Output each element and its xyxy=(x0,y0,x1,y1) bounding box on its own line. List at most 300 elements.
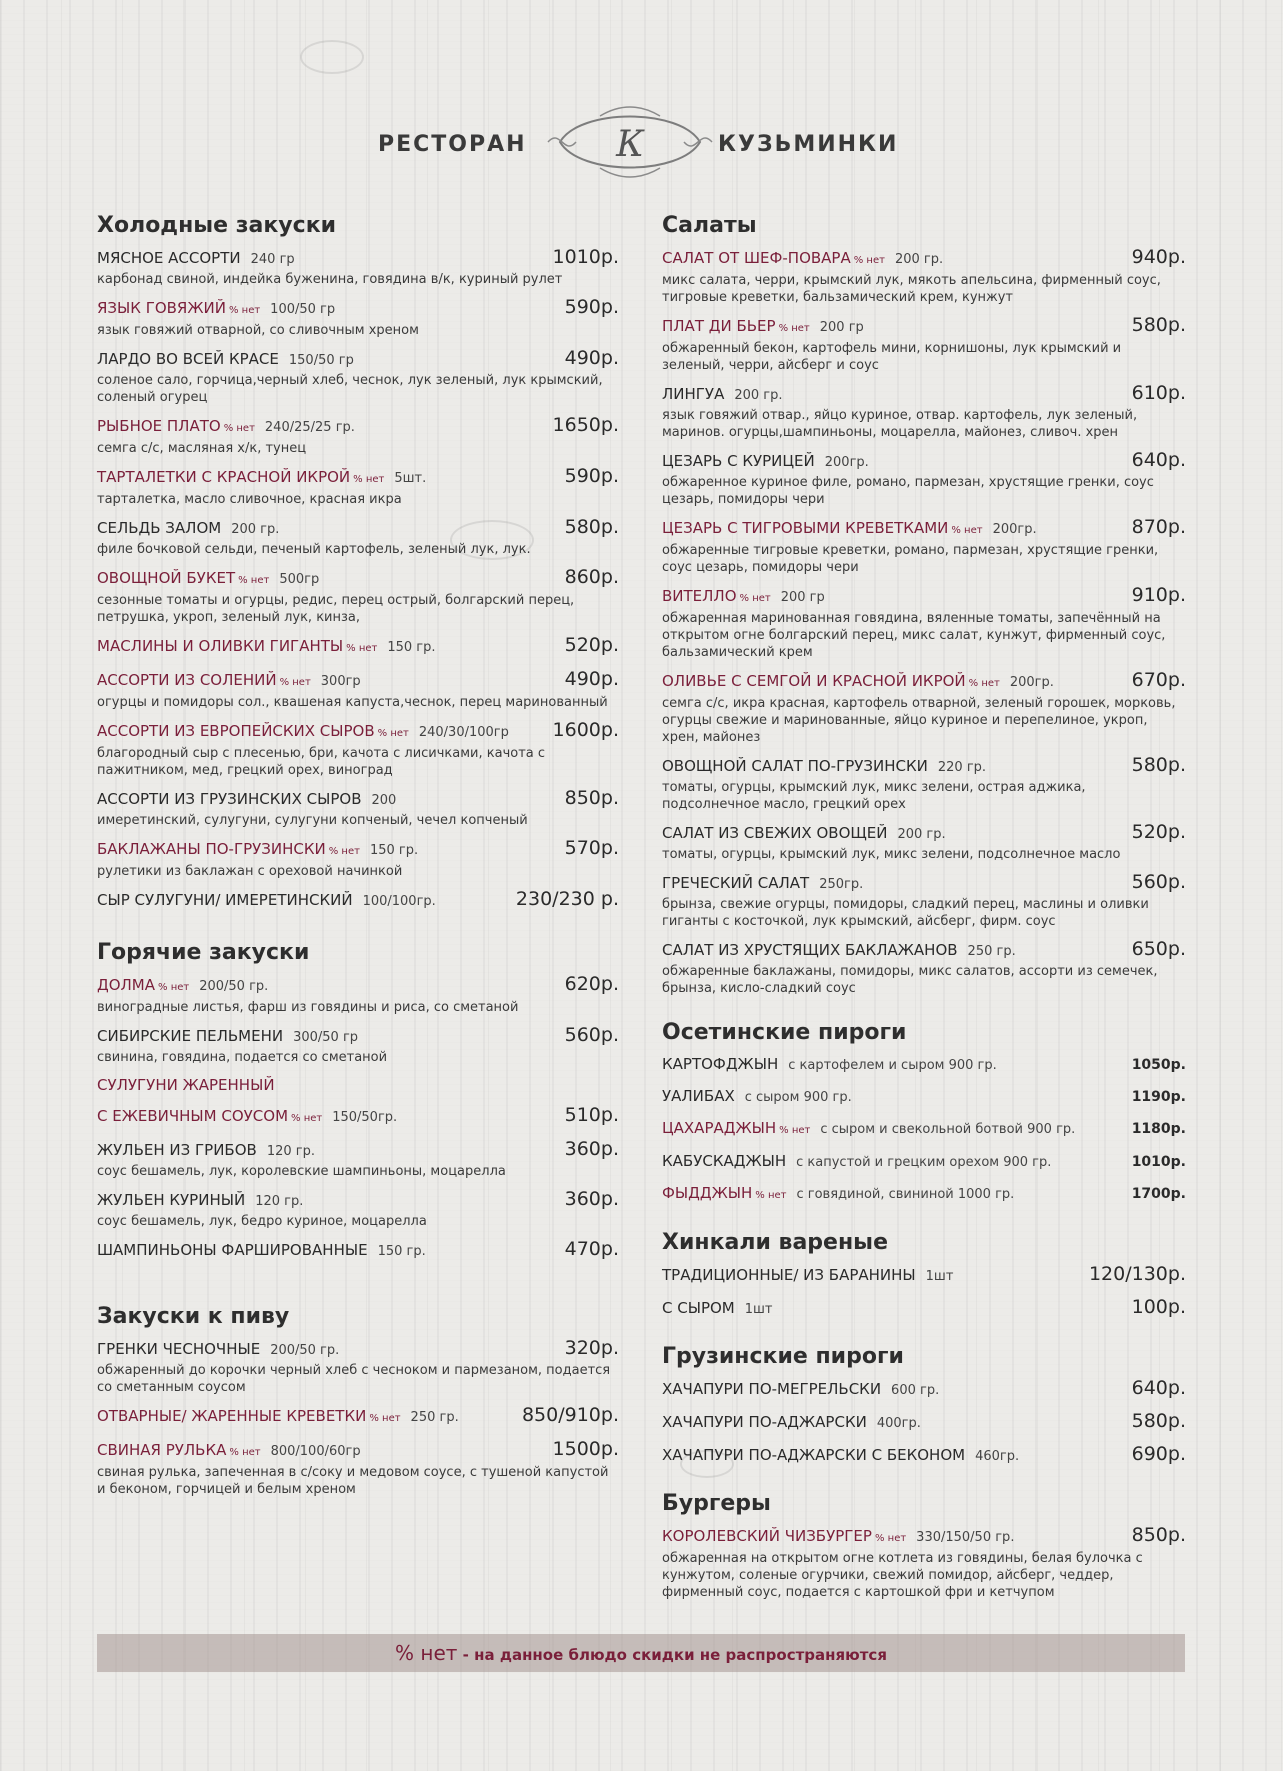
dish-description: микс салата, черри, крымский лук, мякоть апельсина, фирменный соус, тигровые креветки, бальзамический крем, кунжут xyxy=(662,273,1161,305)
dish-price: 580р. xyxy=(564,516,619,538)
menu-item-row xyxy=(97,1104,619,1130)
menu-item xyxy=(662,1053,1186,1077)
section-khinkali xyxy=(662,1229,1186,1343)
header-left-word: РЕСТОРАН xyxy=(378,132,527,157)
dish-name: КАБУСКАДЖЫН xyxy=(662,1152,787,1170)
dish-price: 560р. xyxy=(1131,871,1186,893)
dish-price: 520р. xyxy=(1131,821,1186,843)
no-discount-tag: % нет xyxy=(377,728,409,739)
menu-item xyxy=(97,1404,619,1430)
menu-item xyxy=(662,1443,1186,1468)
dish-name: ГРЕНКИ ЧЕСНОЧНЫЕ xyxy=(97,1340,261,1358)
menu-item-row xyxy=(662,1524,1186,1550)
dish-description: рулетики из баклажан с ореховой начинкой xyxy=(97,864,403,879)
dish-description: имеретинский, сулугуни, сулугуни копченый, чечел копченый xyxy=(97,813,528,828)
footer-text-a: - на данное блюдо xyxy=(457,1646,633,1664)
dish-weight: 200 гр xyxy=(819,320,864,335)
section-title: Горячие закуски xyxy=(97,940,310,965)
dish-price: 640р. xyxy=(1131,449,1186,471)
dish-name: БАКЛАЖАНЫ ПО-ГРУЗИНСКИ xyxy=(97,840,326,858)
menu-item xyxy=(662,1150,1186,1174)
menu-item xyxy=(97,296,619,339)
menu-item xyxy=(97,634,619,660)
dish-description: язык говяжий отварной, со сливочным хреном xyxy=(97,323,419,338)
dish-weight: с сыром 900 гр. xyxy=(744,1090,852,1105)
menu-item xyxy=(97,566,619,626)
section-salads xyxy=(662,212,1186,1019)
section-burgers xyxy=(662,1490,1186,1623)
dish-name: ОВОЩНОЙ САЛАТ ПО-ГРУЗИНСКИ xyxy=(662,757,928,775)
dish-name: ЦЕЗАРЬ С ТИГРОВЫМИ КРЕВЕТКАМИ xyxy=(662,519,949,537)
menu-item-row xyxy=(97,1188,619,1213)
menu-item xyxy=(97,465,619,508)
dish-weight: 150 гр. xyxy=(387,640,436,655)
menu-item-row xyxy=(662,1117,1186,1142)
menu-item-row xyxy=(97,1074,619,1096)
dish-price: 870р. xyxy=(1131,516,1186,538)
dish-weight: 250 гр. xyxy=(967,944,1016,959)
menu-item-row xyxy=(662,314,1186,340)
dish-price: 610р. xyxy=(1131,382,1186,404)
dish-price: 1190р. xyxy=(1131,1089,1186,1105)
menu-item-row xyxy=(97,837,619,863)
dish-description: обжаренный до корочки черный хлеб с чесноком и пармезаном, подается со сметанным соусом xyxy=(97,1363,611,1395)
menu-item-row xyxy=(97,1337,619,1362)
dish-price: 1010р. xyxy=(1131,1154,1186,1170)
menu-item xyxy=(662,754,1186,813)
dish-price: 100р. xyxy=(1131,1296,1186,1318)
menu-item xyxy=(97,787,619,829)
dish-name: ОЛИВЬЕ С СЕМГОЙ И КРАСНОЙ ИКРОЙ xyxy=(662,672,966,690)
dish-description: огурцы и помидоры сол., квашеная капуста,чеснок, перец маринованный xyxy=(97,695,608,710)
menu-item-row xyxy=(662,669,1186,695)
dish-weight: 1шт xyxy=(925,1269,954,1284)
dish-price: 490р. xyxy=(564,347,619,369)
menu-item xyxy=(97,347,619,406)
dish-name: ГРЕЧЕСКИЙ САЛАТ xyxy=(662,874,810,892)
section-gap xyxy=(97,1506,619,1520)
menu-item xyxy=(662,1377,1186,1402)
dish-description: семга с/с, масляная х/к, тунец xyxy=(97,441,307,456)
dish-price: 590р. xyxy=(564,465,619,487)
no-discount-tag: % нет xyxy=(291,1113,323,1124)
dish-weight: с говядиной, свининой 1000 гр. xyxy=(796,1187,1015,1202)
dish-name: САЛАТ ОТ ШЕФ-ПОВАРА xyxy=(662,249,851,267)
menu-item-row xyxy=(97,668,619,694)
discount-footer xyxy=(97,1634,1185,1672)
dish-name: ТРАДИЦИОННЫЕ/ ИЗ БАРАНИНЫ xyxy=(662,1266,916,1284)
section-ossetian xyxy=(662,1019,1186,1229)
menu-item-row xyxy=(662,754,1186,779)
dish-price: 1050р. xyxy=(1131,1057,1186,1073)
section-hot xyxy=(97,939,619,1285)
restaurant-header xyxy=(0,98,1283,188)
menu-item xyxy=(97,888,619,913)
menu-item-row xyxy=(97,465,619,491)
menu-item xyxy=(97,246,619,288)
dish-description: семга с/с, икра красная, картофель отварной, зеленый горошек, морковь, огурцы свежие и маринованные, яйцо куриное и перепелиное, укроп, хрен, майонез xyxy=(662,696,1176,745)
no-discount-tag: % нет xyxy=(853,255,885,266)
dish-weight: 200гр. xyxy=(992,522,1037,537)
section-gap xyxy=(662,1005,1186,1019)
menu-item-row xyxy=(97,347,619,372)
menu-item-row xyxy=(662,1182,1186,1207)
dish-description: томаты, огурцы, крымский лук, микс зелени, острая аджика, подсолнечное масло, грецкий орех xyxy=(662,780,1086,812)
dish-name: ЛИНГУА xyxy=(662,385,725,403)
menu-item xyxy=(97,1104,619,1130)
dish-price: 520р. xyxy=(564,634,619,656)
right-column xyxy=(662,212,1186,1623)
left-column xyxy=(97,212,619,1520)
menu-item xyxy=(662,584,1186,661)
section-gap xyxy=(662,1476,1186,1490)
dish-description: обжаренные тигровые креветки, романо, пармезан, хрустящие гренки, соус цезарь, помидоры чери xyxy=(662,543,1159,575)
menu-item xyxy=(662,1263,1186,1288)
dish-description: обжаренная на открытом огне котлета из говядины, белая булочка с кунжутом, соленые огурчики, свежий помидор, айсберг, чеддер, фирменный соус, подается с картошкой фри и кетчупом xyxy=(662,1551,1143,1600)
section-cold xyxy=(97,212,619,935)
menu-item xyxy=(662,449,1186,508)
wood-knot xyxy=(300,40,364,74)
menu-item-row xyxy=(97,787,619,812)
dish-name: ФЫДДЖЫН xyxy=(662,1184,753,1202)
dish-weight: 150 гр. xyxy=(369,843,419,858)
dish-price: 590р. xyxy=(564,296,619,318)
dish-price: 940р. xyxy=(1131,246,1186,268)
section-gap xyxy=(662,1609,1186,1623)
dish-price: 1500р. xyxy=(552,1438,619,1460)
menu-item xyxy=(662,938,1186,997)
dish-name: САЛАТ ИЗ СВЕЖИХ ОВОЩЕЙ xyxy=(662,824,888,842)
dish-weight: 250гр. xyxy=(819,877,864,892)
no-discount-tag: % нет xyxy=(739,593,771,604)
dish-name: ОВОЩНОЙ БУКЕТ xyxy=(97,569,236,587)
dish-weight: 120 гр. xyxy=(266,1144,315,1159)
section-beer xyxy=(97,1303,619,1520)
menu-item-row xyxy=(662,449,1186,474)
logo-letter: К xyxy=(616,124,644,165)
dish-price: 850р. xyxy=(1131,1524,1186,1546)
dish-name: ВИТЕЛЛО xyxy=(662,587,737,605)
menu-item-row xyxy=(662,1085,1186,1109)
menu-item xyxy=(662,1182,1186,1207)
dish-description: филе бочковой сельди, печеный картофель, зеленый лук, лук. xyxy=(97,542,531,557)
section-title: Холодные закуски xyxy=(97,213,337,238)
menu-item xyxy=(97,1024,619,1066)
menu-item xyxy=(97,1337,619,1396)
dish-description: тарталетка, масло сливочное, красная икра xyxy=(97,492,402,507)
dish-name: ДОЛМА xyxy=(97,976,156,994)
menu-item xyxy=(97,1188,619,1230)
dish-name: АССОРТИ ИЗ ГРУЗИНСКИХ СЫРОВ xyxy=(97,790,362,808)
no-discount-tag: % нет xyxy=(369,1413,401,1424)
dish-weight: 300/50 гр xyxy=(293,1030,359,1045)
dish-name: ЖУЛЬЕН ИЗ ГРИБОВ xyxy=(97,1141,257,1159)
dish-description: брынза, свежие огурцы, помидоры, сладкий перец, маслины и оливки гиганты с косточкой, лук крымский, айсберг, фирм. соус xyxy=(662,897,1149,929)
menu-item-row xyxy=(662,382,1186,407)
menu-item xyxy=(662,1410,1186,1435)
dish-name: ШАМПИНЬОНЫ ФАРШИРОВАННЫЕ xyxy=(97,1241,368,1259)
dish-name: ЦАХАРАДЖЫН xyxy=(662,1119,777,1137)
menu-item-row xyxy=(97,973,619,999)
dish-weight: 200/50 гр. xyxy=(199,979,269,994)
menu-item-row xyxy=(97,414,619,440)
menu-item-row xyxy=(97,888,619,913)
dish-name: АССОРТИ ИЗ СОЛЕНИЙ xyxy=(97,671,277,689)
dish-weight: 220 гр. xyxy=(937,760,987,775)
menu-item-row xyxy=(97,1404,619,1430)
dish-price: 860р. xyxy=(564,566,619,588)
menu-item-row xyxy=(662,1150,1186,1174)
dish-weight: 1шт xyxy=(744,1302,773,1317)
menu-item-row xyxy=(662,871,1186,896)
section-title: Грузинские пироги xyxy=(662,1344,904,1369)
dish-price: 560р. xyxy=(564,1024,619,1046)
dish-description: обжаренная маринованная говядина, вяленные томаты, запечённый на открытом огне болгарский перец, микс салат, кунжут, фирменный соус, бальзамический крем xyxy=(662,611,1166,660)
dish-weight: 250 гр. xyxy=(410,1410,459,1425)
dish-description: карбонад свиной, индейка буженина, говядина в/к, куриный рулет xyxy=(97,272,563,287)
dish-name: АССОРТИ ИЗ ЕВРОПЕЙСКИХ СЫРОВ xyxy=(97,722,375,740)
dish-name: УАЛИБАХ xyxy=(662,1087,735,1105)
header-right-word: КУЗЬМИНКИ xyxy=(718,132,899,157)
dish-weight: с картофелем и сыром 900 гр. xyxy=(788,1058,997,1073)
no-discount-tag: % нет xyxy=(238,575,270,586)
dish-weight: 500гр xyxy=(279,572,320,587)
menu-item xyxy=(97,1074,619,1096)
no-discount-tag: % нет xyxy=(353,474,385,485)
no-discount-tag: % нет xyxy=(279,677,311,688)
dish-price: 640р. xyxy=(1131,1377,1186,1399)
dish-weight: 800/100/60гр xyxy=(270,1444,361,1459)
menu-item xyxy=(97,837,619,880)
dish-weight: 200 гр. xyxy=(231,522,280,537)
dish-weight: 200 xyxy=(371,793,397,808)
dish-name: КОРОЛЕВСКИЙ ЧИЗБУРГЕР xyxy=(662,1527,872,1545)
no-discount-tag: % нет xyxy=(346,643,378,654)
dish-price: 1010р. xyxy=(552,246,619,268)
dish-price: 580р. xyxy=(1131,754,1186,776)
menu-item-row xyxy=(97,1438,619,1464)
menu-item xyxy=(97,1438,619,1498)
dish-price: 360р. xyxy=(564,1188,619,1210)
menu-item xyxy=(662,246,1186,306)
menu-item xyxy=(97,1238,619,1263)
menu-item-row xyxy=(662,246,1186,272)
dish-price: 320р. xyxy=(564,1337,619,1359)
menu-item xyxy=(662,1296,1186,1321)
dish-name: ХАЧАПУРИ ПО-МЕГРЕЛЬСКИ xyxy=(662,1380,882,1398)
menu-item-row xyxy=(662,938,1186,963)
section-title: Осетинские пироги xyxy=(662,1020,907,1045)
dish-description: обжаренное куриное филе, романо, пармезан, хрустящие гренки, соус цезарь, помидоры чери xyxy=(662,475,1154,507)
dish-weight: 460гр. xyxy=(975,1449,1020,1464)
dish-weight: 600 гр. xyxy=(891,1383,940,1398)
dish-price: 580р. xyxy=(1131,1410,1186,1432)
dish-weight: с сыром и свекольной ботвой 900 гр. xyxy=(820,1122,1076,1137)
dish-name: РЫБНОЕ ПЛАТО xyxy=(97,417,221,435)
no-discount-tag: % нет xyxy=(968,678,1000,689)
restaurant-logo xyxy=(540,98,720,186)
dish-description: благородный сыр с плесенью, бри, качота с лисичками, качота с пажитником, мед, грецкий орех, виноград xyxy=(97,746,546,778)
dish-price: 1180р. xyxy=(1131,1121,1186,1137)
dish-weight: 200гр. xyxy=(1009,675,1054,690)
dish-weight: 200/50 гр. xyxy=(270,1343,340,1358)
dish-name: МАСЛИНЫ И ОЛИВКИ ГИГАНТЫ xyxy=(97,637,344,655)
dish-weight: 240/30/100гр xyxy=(418,725,509,740)
no-discount-tag: % нет xyxy=(328,846,360,857)
menu-item-row xyxy=(97,634,619,660)
dish-price: 470р. xyxy=(564,1238,619,1260)
no-discount-tag: % нет xyxy=(229,1447,261,1458)
dish-name: МЯСНОЕ АССОРТИ xyxy=(97,249,241,267)
dish-weight: 330/150/50 гр. xyxy=(916,1530,1015,1545)
menu-item-row xyxy=(97,246,619,271)
menu-item xyxy=(662,382,1186,441)
menu-item-row xyxy=(97,566,619,592)
no-discount-tag: % нет xyxy=(228,305,261,316)
section-georgian xyxy=(662,1343,1186,1490)
menu-item xyxy=(97,719,619,779)
dish-price: 510р. xyxy=(564,1104,619,1126)
dish-price: 1650р. xyxy=(552,414,619,436)
dish-weight: 150/50гр. xyxy=(332,1110,398,1125)
footer-mark: % нет xyxy=(395,1641,458,1665)
menu-item-row xyxy=(662,1296,1186,1321)
menu-item-row xyxy=(662,1410,1186,1435)
menu-item-row xyxy=(662,1443,1186,1468)
dish-name: ТАРТАЛЕТКИ С КРАСНОЙ ИКРОЙ xyxy=(97,468,351,486)
menu-item-row xyxy=(97,1024,619,1049)
section-gap xyxy=(662,1215,1186,1229)
dish-name: СУЛУГУНИ ЖАРЕННЫЙ xyxy=(97,1076,275,1094)
menu-item xyxy=(662,314,1186,374)
dish-weight: 200гр. xyxy=(824,455,869,470)
section-gap xyxy=(662,1329,1186,1343)
section-gap xyxy=(97,1271,619,1285)
menu-item xyxy=(662,669,1186,746)
dish-name: СЕЛЬДЬ ЗАЛОМ xyxy=(97,519,222,537)
footer-text-b: скидки не распространяются xyxy=(632,1646,887,1664)
dish-price: 620р. xyxy=(564,973,619,995)
dish-price: 1600р. xyxy=(552,719,619,741)
dish-price: 690р. xyxy=(1131,1443,1186,1465)
dish-description: соус бешамель, лук, бедро куриное, моцарелла xyxy=(97,1214,427,1229)
dish-name: С СЫРОМ xyxy=(662,1299,735,1317)
dish-weight: с капустой и грецким орехом 900 гр. xyxy=(796,1155,1052,1170)
menu-item xyxy=(662,871,1186,930)
menu-item xyxy=(662,1524,1186,1601)
menu-item xyxy=(662,516,1186,576)
dish-name: ЖУЛЬЕН КУРИНЫЙ xyxy=(97,1191,246,1209)
no-discount-tag: % нет xyxy=(951,525,983,536)
dish-name: ПЛАТ ДИ БЬЕР xyxy=(662,317,776,335)
dish-name: ЯЗЫК ГОВЯЖИЙ xyxy=(97,299,226,317)
menu-item-row xyxy=(97,516,619,541)
dish-weight: 240 гр xyxy=(250,252,295,267)
dish-weight: 400гр. xyxy=(876,1416,921,1431)
dish-name: САЛАТ ИЗ ХРУСТЯЩИХ БАКЛАЖАНОВ xyxy=(662,941,958,959)
dish-price: 670р. xyxy=(1131,669,1186,691)
dish-weight: 300гр xyxy=(320,674,361,689)
dish-price: 910р. xyxy=(1131,584,1186,606)
section-gap xyxy=(97,921,619,935)
dish-description: обжаренный бекон, картофель мини, корнишоны, лук крымский и зеленый, черри, айсберг и соус xyxy=(662,341,1122,373)
dish-description: обжаренные баклажаны, помидоры, микс салатов, ассорти из семечек, брынза, кисло-сладкий соус xyxy=(662,964,1158,996)
dish-weight: 5шт. xyxy=(394,471,427,486)
menu-item-row xyxy=(662,584,1186,610)
dish-price: 850/910р. xyxy=(521,1404,619,1426)
dish-weight: 120 гр. xyxy=(255,1194,304,1209)
dish-price: 580р. xyxy=(1131,314,1186,336)
no-discount-tag: % нет xyxy=(779,1125,811,1136)
menu-item xyxy=(97,668,619,711)
menu-item-row xyxy=(662,1263,1186,1288)
dish-name: ХАЧАПУРИ ПО-АДЖАРСКИ С БЕКОНОМ xyxy=(662,1446,966,1464)
dish-description: томаты, огурцы, крымский лук, микс зелени, подсолнечное масло xyxy=(662,847,1121,862)
menu-item xyxy=(662,1085,1186,1109)
menu-item xyxy=(97,973,619,1016)
dish-weight: 150/50 гр xyxy=(288,353,354,368)
menu-item-row xyxy=(662,516,1186,542)
dish-price: 1700р. xyxy=(1131,1186,1186,1202)
section-title: Закуски к пиву xyxy=(97,1304,290,1329)
dish-weight: 150 гр. xyxy=(377,1244,426,1259)
menu-item xyxy=(662,821,1186,863)
dish-weight: 200 гр. xyxy=(734,388,783,403)
dish-weight: 100/50 гр xyxy=(270,302,336,317)
section-title: Салаты xyxy=(662,213,757,238)
section-title: Хинкали вареные xyxy=(662,1230,888,1255)
dish-weight: 200 гр. xyxy=(897,827,946,842)
dish-price: 360р. xyxy=(564,1138,619,1160)
dish-description: свиная рулька, запеченная в с/соку и медовом соусе, с тушеной капустой и беконом, горчицей и белым хреном xyxy=(97,1465,609,1497)
dish-name: ЦЕЗАРЬ С КУРИЦЕЙ xyxy=(662,452,815,470)
dish-name: КАРТОФДЖЫН xyxy=(662,1055,779,1073)
menu-item xyxy=(662,1117,1186,1142)
dish-name: ЛАРДО ВО ВСЕЙ КРАСЕ xyxy=(97,350,279,368)
dish-description: сезонные томаты и огурцы, редис, перец острый, болгарский перец, петрушка, укроп, зеленый лук, кинза, xyxy=(97,593,575,625)
dish-name: ХАЧАПУРИ ПО-АДЖАРСКИ xyxy=(662,1413,867,1431)
menu-item-row xyxy=(662,1053,1186,1077)
dish-price: 850р. xyxy=(564,787,619,809)
dish-description: свинина, говядина, подается со сметаной xyxy=(97,1050,388,1065)
dish-price: 120/130р. xyxy=(1088,1263,1186,1285)
dish-price: 570р. xyxy=(564,837,619,859)
menu-item-row xyxy=(97,1238,619,1263)
menu-item-row xyxy=(662,1377,1186,1402)
menu-item-row xyxy=(662,821,1186,846)
menu-item-row xyxy=(97,1138,619,1163)
menu-item-row xyxy=(97,719,619,745)
dish-weight: 240/25/25 гр. xyxy=(264,420,355,435)
no-discount-tag: % нет xyxy=(778,323,810,334)
dish-name: СЫР СУЛУГУНИ/ ИМЕРЕТИНСКИЙ xyxy=(97,891,353,909)
dish-weight: 200 гр. xyxy=(894,252,944,267)
menu-item-row xyxy=(97,296,619,322)
dish-name: С ЕЖЕВИЧНЫМ СОУСОМ xyxy=(97,1107,289,1125)
no-discount-tag: % нет xyxy=(755,1190,787,1201)
menu-item xyxy=(97,414,619,457)
dish-weight: 100/100гр. xyxy=(362,894,436,909)
dish-price: 230/230 р. xyxy=(515,888,619,910)
no-discount-tag: % нет xyxy=(158,982,190,993)
no-discount-tag: % нет xyxy=(874,1533,907,1544)
dish-weight: 200 гр xyxy=(780,590,825,605)
dish-name: СВИНАЯ РУЛЬКА xyxy=(97,1441,227,1459)
dish-description: соус бешамель, лук, королевские шампиньоны, моцарелла xyxy=(97,1164,506,1179)
dish-description: соленое сало, горчица,черный хлеб, чеснок, лук зеленый, лук крымский, соленый огурец xyxy=(97,373,603,405)
dish-price: 650р. xyxy=(1131,938,1186,960)
dish-name: ОТВАРНЫЕ/ ЖАРЕННЫЕ КРЕВЕТКИ xyxy=(97,1407,367,1425)
